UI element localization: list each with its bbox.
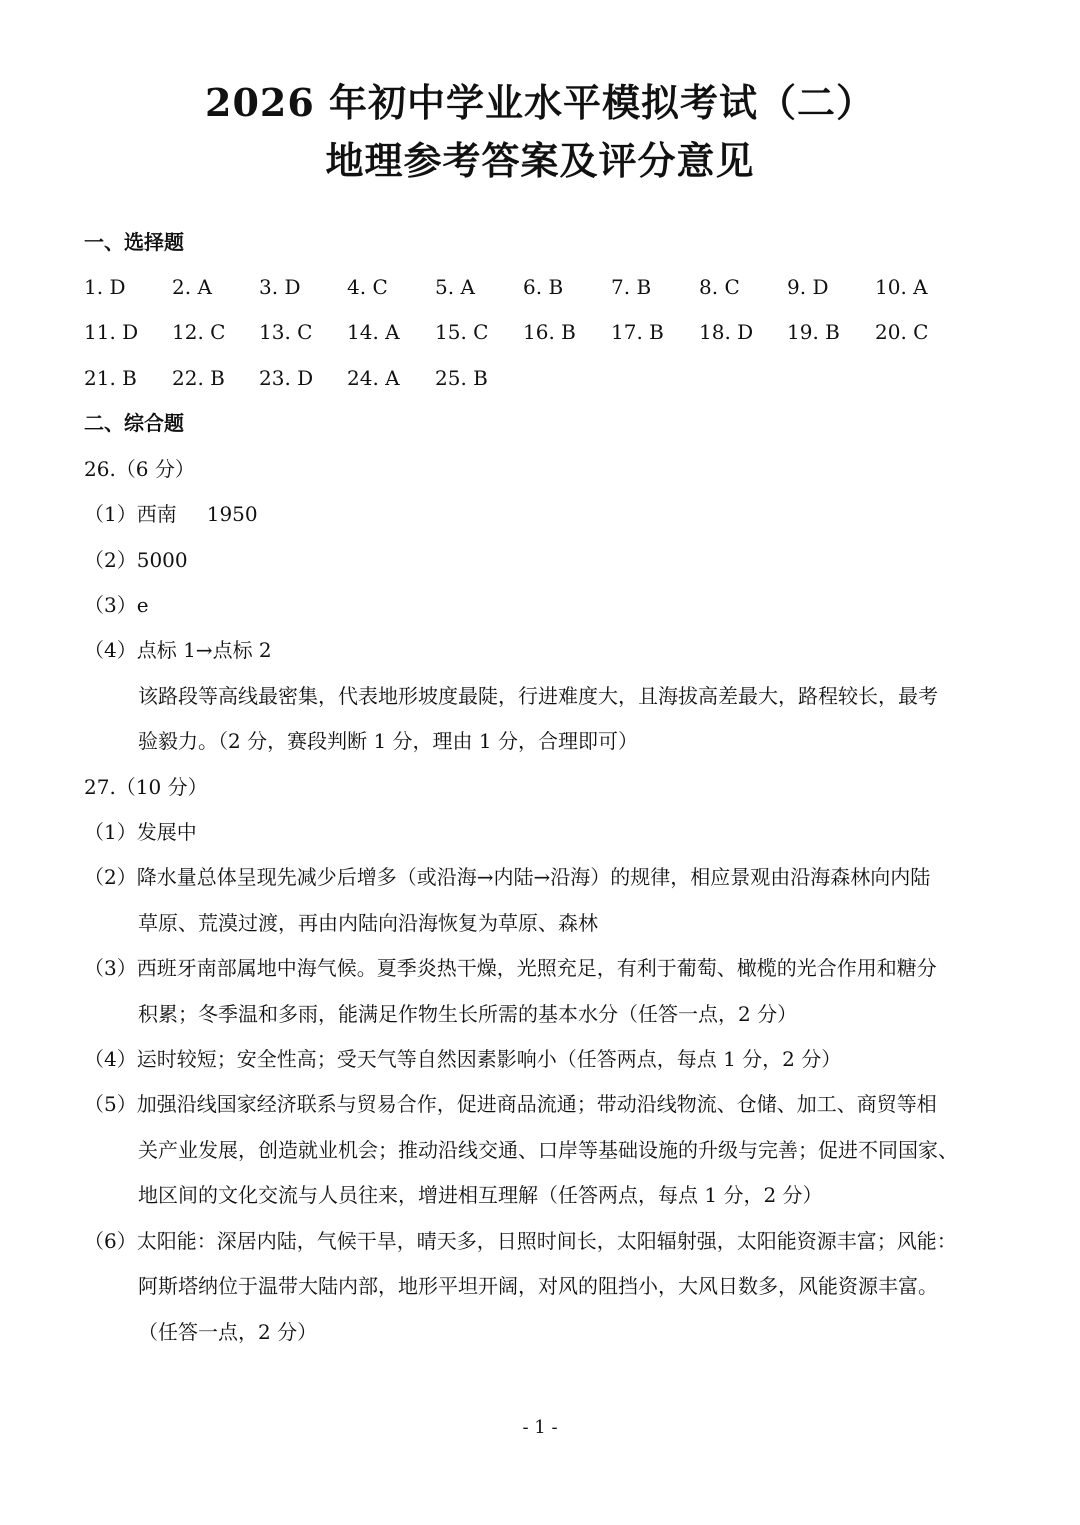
q26-answer-4: （4）点标 1→点标 2: [84, 638, 272, 662]
choice-answer: 3. D: [259, 275, 301, 299]
choice-answer: 12. C: [172, 320, 226, 344]
choice-answer: 23. D: [259, 366, 314, 390]
q27-header: 27.（10 分）: [84, 775, 208, 799]
choice-answer: 8. C: [699, 275, 740, 299]
choice-answer: 15. C: [435, 320, 489, 344]
choice-answer: 25. B: [435, 366, 488, 390]
choice-answer: 4. C: [347, 275, 388, 299]
q26-answer-2: （2）5000: [84, 548, 188, 572]
q27-answer-1: （1）发展中: [84, 820, 197, 844]
page-number: - 1 -: [522, 1417, 558, 1438]
q27-answer-6-line-1: （6）太阳能：深居内陆，气候干旱，晴天多，日照时间长，太阳辐射强，太阳能资源丰富；风能：: [84, 1229, 957, 1253]
section-heading-comprehensive: 二、综合题: [84, 411, 184, 435]
choice-answer: 24. A: [347, 366, 400, 390]
choice-answer: 20. C: [875, 320, 929, 344]
choice-answer: 10. A: [875, 275, 928, 299]
q26-answer-1-label: （1）西南: [84, 502, 177, 526]
choice-answer: 2. A: [172, 275, 212, 299]
q27-answer-6-line-3: （任答一点，2 分）: [138, 1320, 318, 1344]
choice-answer: 6. B: [523, 275, 564, 299]
q26-answer-4-line-1: 该路段等高线最密集，代表地形坡度最陡，行进难度大，且海拔高差最大，路程较长，最考: [138, 684, 938, 708]
choice-answer: 11. D: [84, 320, 139, 344]
choice-answer: 19. B: [787, 320, 840, 344]
section-heading-choice: 一、选择题: [84, 230, 184, 254]
q27-answer-6-line-2: 阿斯塔纳位于温带大陆内部，地形平坦开阔，对风的阻挡小，大风日数多，风能资源丰富。: [138, 1274, 938, 1298]
choice-answer: 5. A: [435, 275, 475, 299]
choice-answer: 14. A: [347, 320, 400, 344]
choice-answer: 22. B: [172, 366, 225, 390]
q27-answer-3-line-1: （3）西班牙南部属地中海气候。夏季炎热干燥，光照充足，有利于葡萄、橄榄的光合作用和糖分: [84, 956, 937, 980]
choice-answer: 9. D: [787, 275, 829, 299]
choice-answer: 7. B: [611, 275, 652, 299]
q27-answer-2-line-2: 草原、荒漠过渡，再由内陆向沿海恢复为草原、森林: [138, 911, 598, 935]
q27-answer-4: （4）运时较短；安全性高；受天气等自然因素影响小（任答两点，每点 1 分，2 分）: [84, 1047, 842, 1071]
q26-answer-1: [84, 500, 258, 528]
choice-answer: 18. D: [699, 320, 754, 344]
q27-answer-3-line-2: 积累；冬季温和多雨，能满足作物生长所需的基本水分（任答一点，2 分）: [138, 1002, 798, 1026]
q26-answer-4-line-2: 验毅力。（2 分，赛段判断 1 分，理由 1 分，合理即可）: [138, 729, 638, 753]
document-title: 2026 年初中学业水平模拟考试（二）: [205, 80, 875, 125]
q26-answer-1-value: 1950: [206, 502, 258, 526]
choice-answer: 16. B: [523, 320, 576, 344]
q27-answer-5-line-3: 地区间的文化交流与人员往来，增进相互理解（任答两点，每点 1 分，2 分）: [138, 1183, 823, 1207]
q27-answer-2-line-1: （2）降水量总体呈现先减少后增多（或沿海→内陆→沿海）的规律，相应景观由沿海森林向内陆: [84, 865, 931, 889]
choice-answer: 21. B: [84, 366, 137, 390]
q26-answer-3: （3）e: [84, 593, 149, 617]
choice-answer: 1. D: [84, 275, 126, 299]
choice-answer: 13. C: [259, 320, 313, 344]
q27-answer-5-line-1: （5）加强沿线国家经济联系与贸易合作，促进商品流通；带动沿线物流、仓储、加工、商贸等相: [84, 1092, 937, 1116]
q27-answer-5-line-2: 关产业发展，创造就业机会；推动沿线交通、口岸等基础设施的升级与完善；促进不同国家、: [138, 1138, 958, 1162]
document-subtitle: 地理参考答案及评分意见: [325, 138, 755, 183]
q26-header: 26.（6 分）: [84, 457, 195, 481]
choice-answer: 17. B: [611, 320, 664, 344]
